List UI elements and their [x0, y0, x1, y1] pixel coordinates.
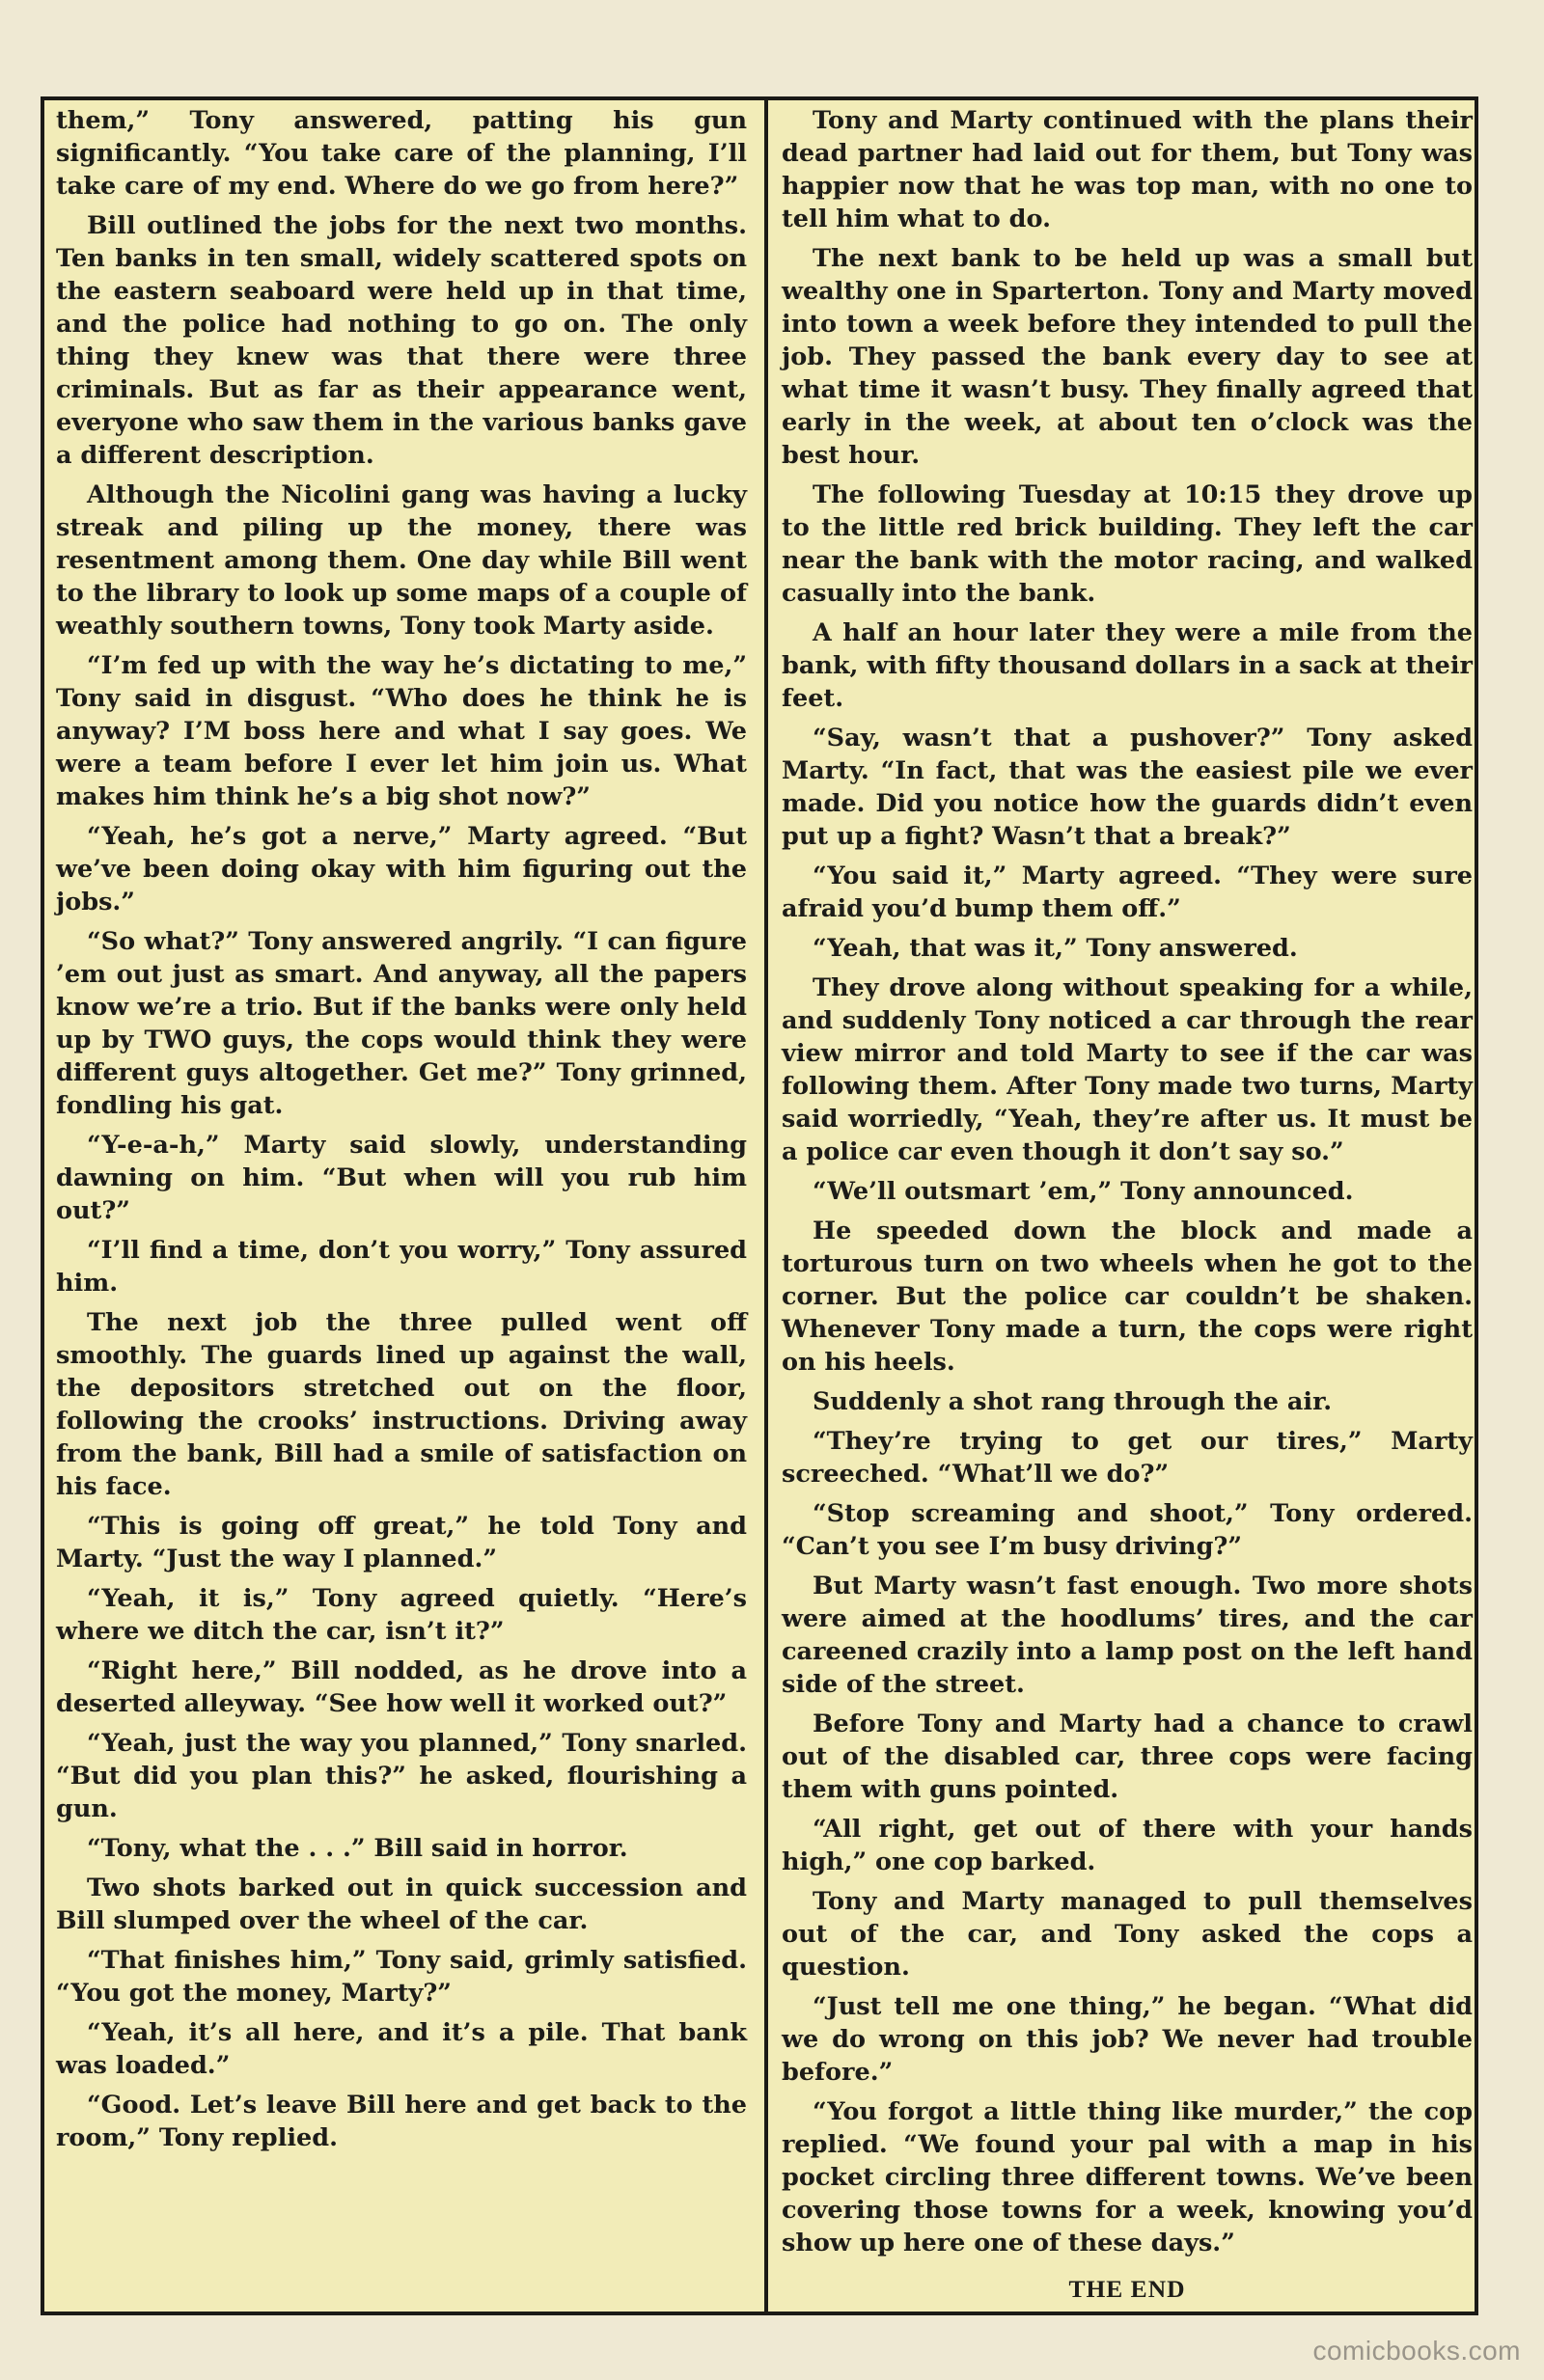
paragraph: “Right here,” Bill nodded, as he drove into a deserted alleyway. “See how well it worked out?” [56, 1656, 747, 1718]
paragraph: “You forgot a little thing like murder,” the cop replied. “We found your pal with a map in his pocket circling three different towns. We’ve been covering those towns for a week, knowing you’d show up here one of these days.” [782, 2097, 1473, 2257]
paragraph: “Good. Let’s leave Bill here and get back to the room,” Tony replied. [56, 2091, 747, 2152]
paragraph: But Marty wasn’t fast enough. Two more shots were aimed at the hoodlums’ tires, and the car careened crazily into a lamp post on the left hand side of the street. [782, 1572, 1473, 1699]
paragraph: “Y-e-a-h,” Marty said slowly, understanding dawning on him. “But when will you rub him out?” [56, 1131, 747, 1225]
paragraph: Suddenly a shot rang through the air. [813, 1387, 1333, 1416]
paragraph: A half an hour later they were a mile from the bank, with fifty thousand dollars in a sack at their feet. [782, 618, 1473, 713]
right-column [782, 104, 1473, 2312]
paragraph: “This is going off great,” he told Tony and Marty. “Just the way I planned.” [56, 1512, 747, 1573]
left-column [56, 104, 747, 2161]
column-divider [764, 96, 768, 2315]
paragraph: The following Tuesday at 10:15 they drove up to the little red brick building. They left the car near the bank with the motor racing, and walked casually into the bank. [782, 480, 1473, 608]
paragraph: Before Tony and Marty had a chance to crawl out of the disabled car, three cops were facing them with guns pointed. [782, 1710, 1473, 1804]
paragraph: He speeded down the block and made a torturous turn on two wheels when he got to the corner. But the police car couldn’t be shaken. Whenever Tony made a turn, the cops were right on his heels. [782, 1217, 1473, 1377]
paragraph: Bill outlined the jobs for the next two months. Ten banks in ten small, widely scattered spots on the eastern seaboard were held up in that time, and the police had nothing to go on. The only thing they knew was that there were three criminals. But as far as their appearance went, everyone who saw them in the various banks gave a different description. [56, 211, 747, 470]
paragraph: “Yeah, it is,” Tony agreed quietly. “Here’s where we ditch the car, isn’t it?” [56, 1584, 747, 1646]
paragraph: “Tony, what the . . .” Bill said in horror. [87, 1834, 628, 1863]
paragraph: “That finishes him,” Tony said, grimly satisfied. “You got the money, Marty?” [56, 1946, 747, 2008]
paragraph: Tony and Marty managed to pull themselves out of the car, and Tony asked the cops a question. [782, 1887, 1473, 1982]
paragraph: The next job the three pulled went off smoothly. The guards lined up against the wall, the depositors stretched out on the floor, following the crooks’ instructions. Driving away from the bank, Bill had a smile of satisfaction on his face. [56, 1308, 747, 1501]
paragraph: “I’m fed up with the way he’s dictating to me,” Tony said in disgust. “Who does he think he is anyway? I’M boss here and what I say goes. We were a team before I ever let him join us. What makes him think he’s a big shot now?” [56, 651, 747, 811]
paragraph: “Yeah, that was it,” Tony answered. [813, 934, 1298, 963]
the-end-label: THE END [1068, 2275, 1186, 2303]
paragraph: They drove along without speaking for a while, and suddenly Tony noticed a car through the rear view mirror and told Marty to see if the car was following them. After Tony made two turns, Marty said worriedly, “Yeah, they’re after us. It must be a police car even though it don’t say so.” [782, 973, 1473, 1166]
paragraph: Two shots barked out in quick succession and Bill slumped over the wheel of the car. [56, 1874, 747, 1935]
paragraph: “You said it,” Marty agreed. “They were sure afraid you’d bump them off.” [782, 862, 1473, 923]
paragraph: “We’ll outsmart ’em,” Tony announced. [813, 1177, 1354, 1206]
paragraph: “Say, wasn’t that a pushover?” Tony asked Marty. “In fact, that was the easiest pile we ever made. Did you notice how the guards didn’t even put up a fight? Wasn’t that a break?” [782, 724, 1473, 851]
paragraph: “Just tell me one thing,” he began. “What did we do wrong on this job? We never had trouble before.” [782, 1992, 1473, 2087]
site-watermark: comicbooks.com [1312, 2336, 1521, 2366]
paragraph: Although the Nicolini gang was having a lucky streak and piling up the money, there was resentment among them. One day while Bill went to the library to look up some maps of a couple of weathly southern towns, Tony took Marty aside. [56, 480, 747, 641]
paragraph: “I’ll find a time, don’t you worry,” Tony assured him. [56, 1236, 747, 1298]
paragraph: them,” Tony answered, patting his gun significantly. “You take care of the planning, I’ll take care of my end. Where do we go from here?” [56, 106, 747, 201]
paragraph: “Yeah, it’s all here, and it’s a pile. That bank was loaded.” [56, 2018, 747, 2080]
paragraph: Tony and Marty continued with the plans their dead partner had laid out for them, but Tony was happier now that he was top man, with no one to tell him what to do. [782, 106, 1473, 233]
paragraph: The next bank to be held up was a small but wealthy one in Sparterton. Tony and Marty moved into town a week before they intended to pull the job. They passed the bank every day to see at what time it wasn’t busy. They finally agreed that early in the week, at about ten o’clock was the best hour. [782, 244, 1473, 470]
paragraph: “Yeah, just the way you planned,” Tony snarled. “But did you plan this?” he asked, flourishing a gun. [56, 1729, 747, 1823]
paragraph: “So what?” Tony answered angrily. “I can figure ’em out just as smart. And anyway, all the papers know we’re a trio. But if the banks were only held up by TWO guys, the cops would think they were different guys altogether. Get me?” Tony grinned, fondling his gat. [56, 927, 747, 1120]
paragraph: “Stop screaming and shoot,” Tony ordered. “Can’t you see I’m busy driving?” [782, 1499, 1473, 1561]
paragraph: “All right, get out of there with your hands high,” one cop barked. [782, 1815, 1473, 1876]
paragraph: “They’re trying to get our tires,” Marty screeched. “What’ll we do?” [782, 1427, 1473, 1489]
paragraph: “Yeah, he’s got a nerve,” Marty agreed. “But we’ve been doing okay with him figuring out the jobs.” [56, 822, 747, 916]
